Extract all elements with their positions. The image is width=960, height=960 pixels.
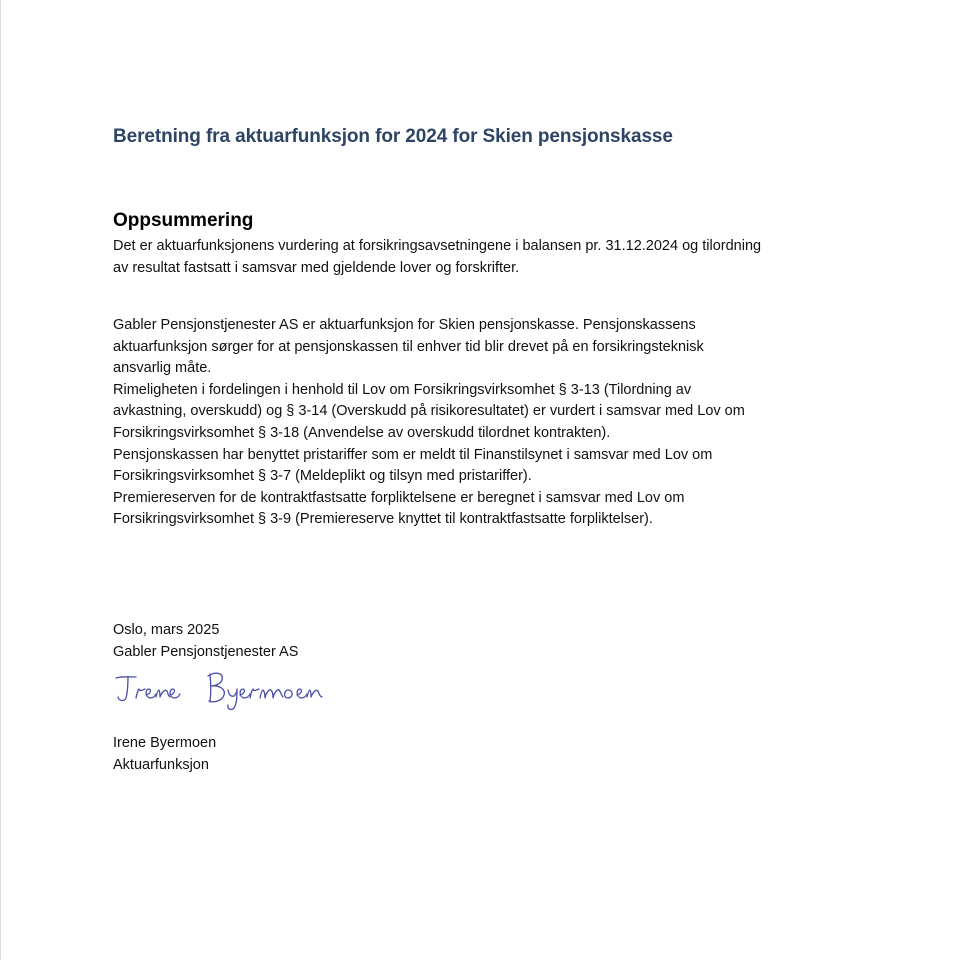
body-line: ansvarlig måte. <box>113 360 212 377</box>
signer-role: Aktuarfunksjon <box>113 756 209 773</box>
summary-line: Det er aktuarfunksjonens vurdering at forsikringsavsetningene i balansen pr. 31.12.2024 og tilordning <box>113 238 762 254</box>
document-title: Beretning fra aktuarfunksjon for 2024 for Skien pensjonskasse <box>113 126 673 147</box>
page-edge <box>0 0 1 960</box>
body-line: Pensjonskassen har benyttet pristariffer som er meldt til Finanstilsynet i samsvar med Lov om <box>113 446 713 463</box>
body-line: Forsikringsvirksomhet § 3-18 (Anvendelse av overskudd tilordnet kontrakten). <box>113 424 611 441</box>
body-line: aktuarfunksjon sørger for at pensjonskassen til enhver tid blir drevet på en forsikringsteknisk <box>113 338 704 355</box>
summary-line: av resultat fastsatt i samsvar med gjeldende lover og forskrifter. <box>113 259 520 276</box>
company-name: Gabler Pensjonstjenester AS <box>113 643 299 660</box>
body-line: Forsikringsvirksomhet § 3-9 (Premiereserve knyttet til kontraktfastsatte forpliktelser). <box>113 511 653 528</box>
body-line: Premiereserven for de kontraktfastsatte forpliktelsene er beregnet i samsvar med Lov om <box>113 489 685 506</box>
body-paragraph <box>113 315 873 531</box>
handwritten-signature <box>112 668 362 712</box>
signer-name: Irene Byermoen <box>113 735 217 751</box>
body-line: Rimeligheten i fordelingen i henhold til Lov om Forsikringsvirksomhet § 3-13 (Tilordning av <box>113 381 692 398</box>
place-date: Oslo, mars 2025 <box>113 622 220 638</box>
summary-paragraph <box>113 236 873 279</box>
body-line: Forsikringsvirksomhet § 3-7 (Meldeplikt og tilsyn med pristariffer). <box>113 468 532 485</box>
signer-block <box>113 733 216 776</box>
summary-heading: Oppsummering <box>113 210 254 231</box>
body-line: avkastning, overskudd) og § 3-14 (Overskudd på risikoresultatet) er vurdert i samsvar med Lov om <box>113 403 745 420</box>
body-line: Gabler Pensjonstjenester AS er aktuarfunksjon for Skien pensjonskasse. Pensjonskassens <box>113 317 696 333</box>
sign-off-block <box>113 620 298 663</box>
